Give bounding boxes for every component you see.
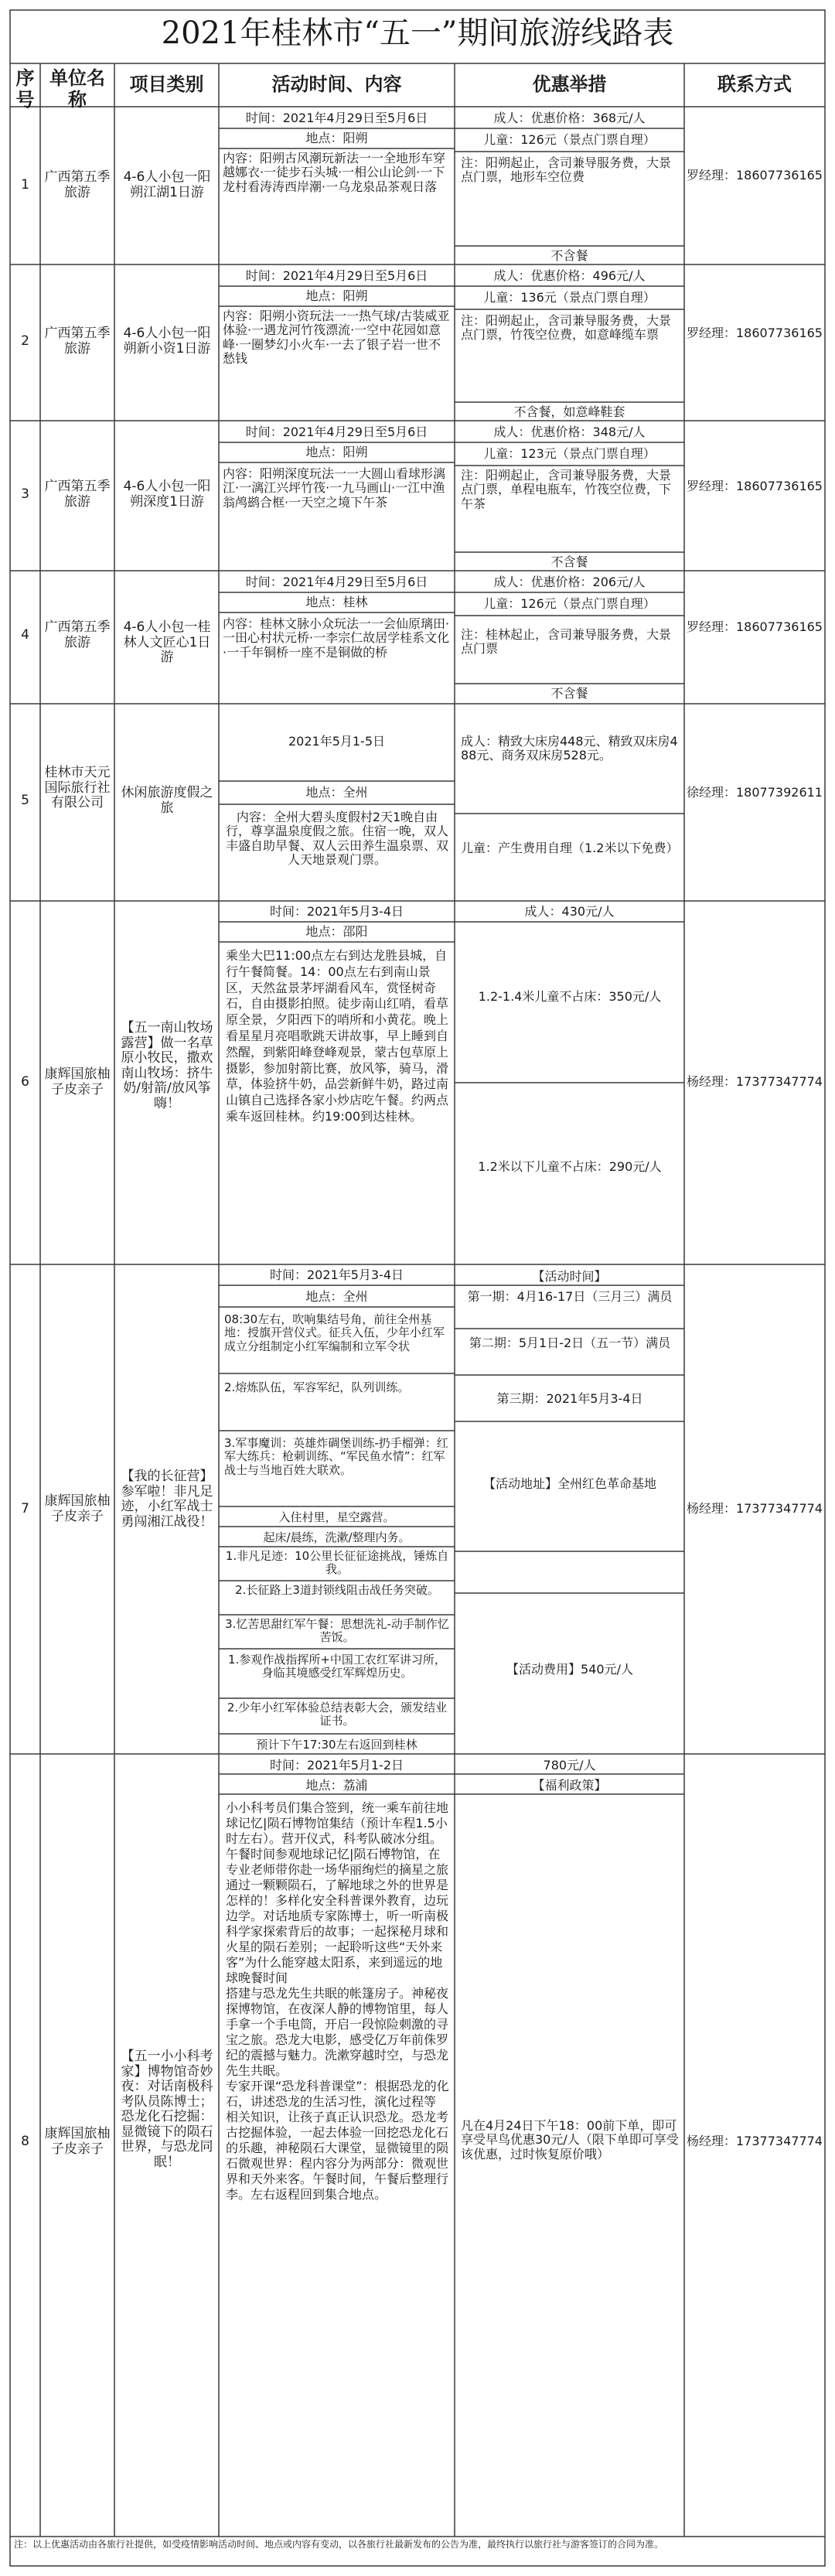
row6-category: 【五一南山牧场露营】做一名草原小牧民，撒欢南山牧场：挤牛奶/射箭/放风筝嗨！ (121, 1020, 213, 1111)
row1-unit: 广西第五季旅游 (44, 169, 111, 200)
row1-offer-adult: 成人：优惠价格：368元/人 (493, 111, 646, 125)
row8-time: 时间：2021年5月1-2日 (269, 1758, 404, 1772)
row8-offer-price: 780元/人 (543, 1758, 596, 1772)
row2-offer-child: 儿童：136元（景点门票自理） (483, 290, 656, 305)
header-unit: 单位名称 (49, 67, 105, 111)
row3-category: 4-6人小包一阳朔深度1日游 (123, 479, 211, 510)
row5-offer-child: 儿童：产生费用自理（1.2米以下免费） (461, 841, 679, 855)
row4-offer-child: 儿童：126元（景点门票自理） (483, 596, 656, 611)
row4-offer-detail: 注：桂林起止，含司兼导服务费，大景点门票 (461, 627, 672, 657)
row3-no: 3 (21, 486, 29, 502)
row4-unit: 广西第五季旅游 (44, 619, 111, 650)
row8-contact: 杨经理：17377347774 (687, 2134, 823, 2148)
footnote: 注：以上优惠活动由各旅行社提供，如受疫情影响活动时间、地点或内容有变动，以各旅行社最新发布的公告为准，最终执行以旅行社与游客签订的合同为准。 (14, 2539, 664, 2550)
row7-offer-period1: 第一期：4月16-17日（三月三）满员 (467, 1289, 673, 1304)
row5-no: 5 (21, 793, 29, 808)
row1-no: 1 (21, 177, 29, 193)
row4-place: 地点：桂林 (305, 595, 368, 609)
row1-contact: 罗经理：18607736165 (687, 168, 823, 183)
row7-item-7: 2.长征路上3道封锁线阻击战任务突破。 (235, 1583, 439, 1597)
row8-unit: 康辉国旅柚子皮亲子 (44, 2126, 111, 2157)
row1-content: 内容：阳朔古风潮玩新法一一全地形车穿越娜衣·一徒步石头城·一相公山论剑·一下龙村看涛涛西岸潮·一乌龙泉品茶观日落 (223, 151, 446, 194)
row1-time: 时间：2021年4月29日至5月6日 (245, 111, 428, 125)
row2-no: 2 (21, 333, 29, 349)
row5-category: 休闲旅游度假之旅 (121, 785, 213, 816)
row7-unit: 康辉国旅柚子皮亲子 (44, 1493, 111, 1524)
row4-no: 4 (21, 627, 29, 643)
header-offer: 优惠举措 (532, 73, 607, 95)
row7-item-2: 2.熔炼队伍，军容军纪，队列训练。 (224, 1380, 410, 1394)
row7-item-4: 入住村里，星空露营。 (278, 1510, 395, 1524)
row7-item-6: 1.非凡足迹：10公里长征征途挑战，锤炼自我。 (225, 1549, 449, 1577)
row7-time: 时间：2021年5月3-4日 (269, 1268, 404, 1282)
row7-offer-head: 【活动时间】 (532, 1269, 607, 1284)
header-category: 项目类别 (129, 73, 204, 95)
row2-offer-detail: 注：阳朔起止，含司兼导服务费，大景点门票，竹筏空位费，如意峰缆车票 (461, 313, 672, 343)
header-no: 序号 (15, 67, 35, 111)
row7-category: 【我的长征营】参军啦！非凡足迹，小红军战士勇闯湘江战役！ (121, 1469, 213, 1530)
row4-time: 时间：2021年4月29日至5月6日 (245, 575, 428, 589)
page-title: 2021年桂林市“五一”期间旅游线路表 (161, 15, 674, 51)
row3-offer-adult: 成人：优惠价格：348元/人 (493, 425, 646, 439)
row4-category: 4-6人小包一桂林人文匠心1日游 (123, 619, 211, 666)
row1-offer-detail: 注：阳朔起止，含司兼导服务费，大景点门票，地形车空位费 (461, 155, 672, 185)
row7-item-1: 08:30左右，吹响集结号角，前往全州基地：授旗开营仪式。征兵入伍，少年小红军成立分组制定小红军编制和立军令状 (224, 1312, 445, 1353)
row7-item-10: 2.少年小红军体验总结表彰大会，颁发结业证书。 (227, 1701, 448, 1728)
row6-offer-child-a: 1.2-1.4米儿童不占床：350元/人 (478, 989, 662, 1004)
row8-category: 【五一小小科考家】博物馆奇妙夜：对话南极科考队员陈博士；恐龙化石挖掘：显微镜下的陨石世界，与恐龙同眠！ (121, 2049, 213, 2170)
row1-offer-child: 儿童：126元（景点门票自理） (483, 132, 656, 147)
row6-no: 6 (21, 1074, 29, 1090)
row1-offer-note: 不含餐 (550, 248, 588, 263)
row2-offer-adult: 成人：优惠价格：496元/人 (493, 268, 646, 283)
row5-offer-adult: 成人：精致大床房448元、精致双床房488元、商务双床房528元。 (461, 734, 678, 763)
row5-contact: 徐经理：18077392611 (687, 785, 823, 800)
header-schedule: 活动时间、内容 (271, 73, 402, 95)
row7-item-5: 起床/晨练，洗漱/整理内务。 (263, 1530, 411, 1544)
row7-offer-address: 【活动地址】全州红色革命基地 (482, 1476, 656, 1491)
row7-item-8: 3.忆苦思甜红军午餐：思想洗礼-动手制作忆苦饭。 (225, 1617, 449, 1645)
row6-time: 时间：2021年5月3-4日 (269, 904, 404, 919)
row5-place: 地点：全州 (305, 785, 368, 800)
row7-offer-period2: 第二期：5月1日-2日（五一节）满员 (469, 1336, 671, 1350)
row8-offer-head: 【福利政策】 (532, 1778, 607, 1793)
row2-category: 4-6人小包一阳朔新小资1日游 (123, 326, 211, 357)
row3-contact: 罗经理：18607736165 (687, 479, 823, 493)
row3-offer-note: 不含餐 (550, 554, 588, 569)
row7-contact: 杨经理：17377347774 (687, 1501, 823, 1516)
row4-contact: 罗经理：18607736165 (687, 619, 823, 634)
row8-content: 小小科考员们集合签到，统一乘车前往地球记忆|陨石博物馆集结（预计车程1.5小时左右）。营开仪式，科考队破冰分组。午餐时间参观地球记忆|陨石博物馆，在专业老师带你赴一场华丽绚烂的摘星之旅通过一颗颗陨石，了解地球之外的世界是怎样的！多样化安全科普课外教育，边玩边学。对话地质专家陈博士，听一听南极科学家探索背后的故事；一起探秘月球和火星的陨石差别；一起聆听这些“天外来客”为什么能穿越太阳系，来到遥远的地球晚餐时间 搭建与恐龙先生共眠的帐篷房子。神秘夜探博物馆，在夜深人静的博物馆里，每人手拿一个手电筒，开启一段惊险刺激的寻宝之旅。恐龙大电影，感受亿万年前侏罗纪的震撼与魅力。洗漱穿越时空，与恐龙先生共眠。 专家开课“恐龙科普课堂”：根据恐龙的化石，讲述恐龙的生活习性，演化过程等 相关知识，让孩子真正认识恐龙。恐龙考古挖掘体验，一起去体验一回挖恐龙化石的乐趣，神秘陨石大课堂，显微镜里的陨石微观世界：程内容分为两部分：微观世界和天外来客。午餐时间，午餐后整理行李。左右返程回到集合地点。 (226, 1800, 449, 2202)
row6-contact: 杨经理：17377347774 (687, 1074, 823, 1089)
row4-offer-note: 不含餐 (550, 686, 588, 701)
row2-unit: 广西第五季旅游 (44, 326, 111, 357)
row7-place: 地点：全州 (305, 1289, 368, 1304)
header-contact: 联系方式 (717, 73, 792, 95)
row3-offer-child: 儿童：123元（景点门票自理） (483, 446, 656, 461)
row7-item-9: 1.参观作战指挥所+中国工农红军讲习所，身临其境感受红军辉煌历史。 (228, 1653, 446, 1680)
row3-offer-detail: 注：阳朔起止，含司兼导服务费，大景点门票，单程电瓶车，竹筏空位费，下午茶 (461, 468, 672, 511)
row7-offer-period3: 第三期：2021年5月3-4日 (496, 1391, 643, 1406)
row6-offer-adult: 成人：430元/人 (524, 904, 615, 919)
row7-item-11: 预计下午17:30左右返回到桂林 (256, 1738, 418, 1752)
row4-content: 内容：桂林文脉小众玩法一一会仙原璃田·一田心村状元桥·一李宗仁故居学桂系文化·一千年铜桥一座不是铜做的桥 (223, 616, 450, 660)
row1-category: 4-6人小包一阳朔江湖1日游 (123, 169, 211, 200)
row6-place: 地点：邵阳 (305, 924, 368, 939)
row5-unit: 桂林市天元国际旅行社有限公司 (44, 765, 111, 811)
row8-no: 8 (21, 2134, 29, 2149)
row3-unit: 广西第五季旅游 (44, 479, 111, 510)
row2-contact: 罗经理：18607736165 (687, 326, 823, 340)
row4-offer-adult: 成人：优惠价格：206元/人 (493, 575, 646, 589)
row2-place: 地点：阳朔 (305, 288, 368, 303)
row6-unit: 康辉国旅柚子皮亲子 (44, 1066, 111, 1097)
row3-time: 时间：2021年4月29日至5月6日 (245, 425, 428, 439)
row6-content: 乘坐大巴11:00点左右到达龙胜县城，自行午餐简餐。14：00点左右到南山景区，天然盆景茅坪湖看风车，赏怪树奇石，自由摄影拍照。徒步南山红哨，看草原全景，夕阳西下的哨所和小黄花。晚上看星星月亮唱歌跳天讲故事，早上睡到自然醒，到紫阳峰登峰观景，蒙古包草原上摄影，参加射箭比赛，放风筝，骑马，滑草，体验挤牛奶，品尝新鲜牛奶，路过南山镇自己选择各家小炒店吃午餐。约两点乘车返回桂林。约19:00到达桂林。 (226, 948, 449, 1124)
row6-offer-child-b: 1.2米以下儿童不占床：290元/人 (478, 1159, 662, 1174)
row8-offer-welfare: 凡在4月24日下午18：00前下单，即可享受早鸟优惠30元/人（限下单即可享受该优惠，过时恢复原价哦） (461, 2118, 679, 2161)
row5-content: 内容：全州大碧头度假村2天1晚自由行，尊享温泉度假之旅。住宿一晚，双人丰盛自助早餐、双人云田养生温泉票、双人天地景观门票。 (225, 810, 448, 868)
row3-content: 内容：阳朔深度玩法一一大圆山看球形漓江·一漓江兴坪竹筏·一九马画山·一江中渔翁鸬鹚合框·一天空之境下午茶 (223, 466, 446, 510)
row3-place: 地点：阳朔 (305, 445, 368, 459)
row7-no: 7 (21, 1501, 29, 1517)
row7-offer-fee: 【活动费用】540元/人 (506, 1662, 633, 1677)
row2-content: 内容：阳朔小资玩法一一热气球/古装威亚体验·一遇龙河竹筏漂流·一空中花园如意峰·一圈梦幻小火车·一去了银子岩一世不愁钱 (223, 309, 450, 367)
row1-place: 地点：阳朔 (305, 131, 368, 145)
row2-time: 时间：2021年4月29日至5月6日 (245, 268, 428, 283)
row8-place: 地点：荔浦 (305, 1778, 368, 1793)
row2-offer-note: 不含餐，如意峰鞋套 (513, 404, 625, 419)
row7-item-3: 3.军事魔训：英雄炸碉堡训练-扔手榴弹：红军大练兵：枪刺训练、“军民鱼水情”：红军战士与当地百姓大联欢。 (224, 1436, 448, 1477)
row5-time: 2021年5月1-5日 (288, 734, 386, 749)
